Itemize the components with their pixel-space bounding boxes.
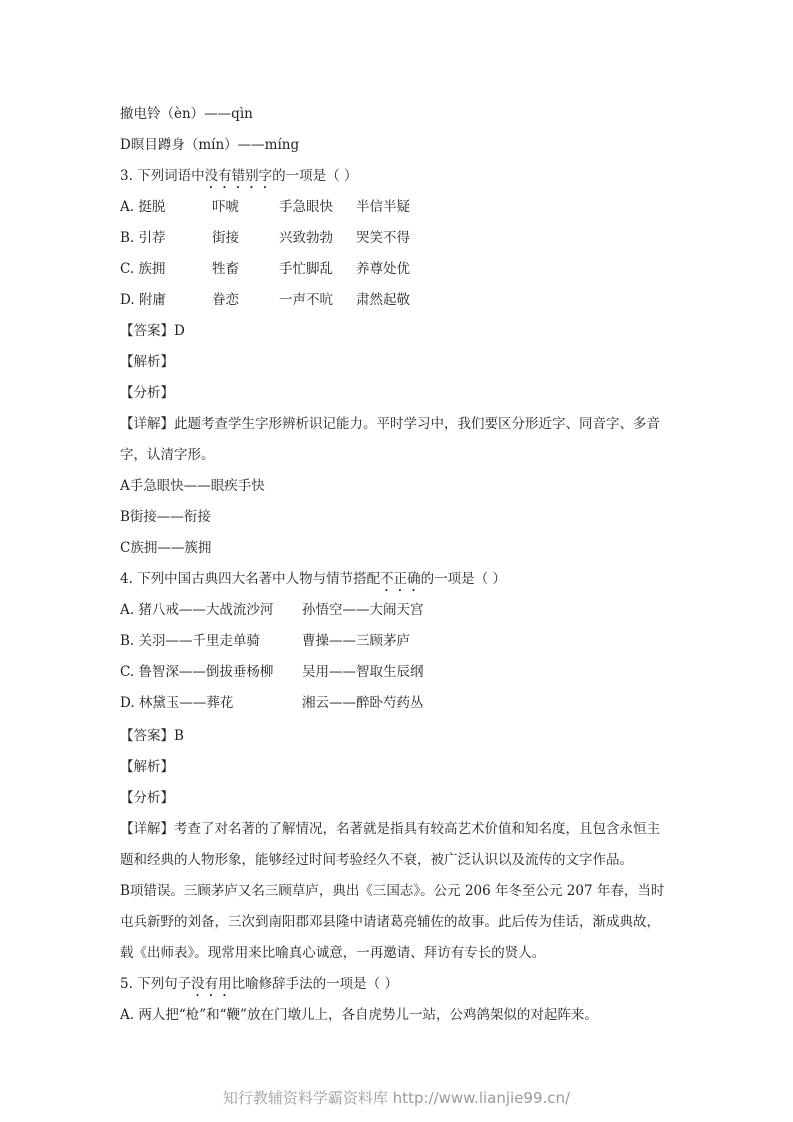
- option-word: 养尊处优: [356, 261, 410, 277]
- option-pair: B. 关羽——千里走单骑: [120, 633, 261, 649]
- question-3-lead: 3. 下列词语中: [120, 168, 205, 184]
- question-4-emphasis: 不正确: [380, 571, 421, 587]
- option-pair: A. 猪八戒——大战流沙河: [120, 602, 274, 618]
- analysis-3: 【解析】: [120, 354, 174, 370]
- option-word: C. 族拥: [120, 261, 166, 277]
- question-4-option-b: [120, 631, 410, 651]
- text-line: D暝目蹲身（mín）——míng: [120, 137, 300, 153]
- option-word: 哭笑不得: [356, 230, 410, 246]
- question-5-tail: 比喻修辞手法的一项是（ ）: [231, 976, 398, 992]
- analysis-4: 【解析】: [120, 759, 174, 775]
- option-word: 牲畜: [212, 261, 239, 277]
- question-4: [120, 569, 506, 595]
- detail-3-line-1: 【详解】此题考查学生字形辨析识记能力。平时学习中，我们要区分形近字、同音字、多音: [120, 416, 660, 432]
- option-pair: 孙悟空——大闹天宫: [302, 602, 424, 618]
- question-5-emphasis: 没有用: [191, 976, 232, 992]
- question-4-tail: 的一项是（ ）: [420, 571, 506, 587]
- question-4-option-d: [120, 693, 424, 713]
- option-word: 手急眼快: [279, 199, 333, 215]
- question-5-option-a: A. 两人把“枪”和“鞭”放在门墩儿上，各自虎势儿一站，公鸡鸽架似的对起阵来。: [120, 1007, 598, 1023]
- question-3-option-a: [120, 197, 410, 217]
- option-word: 半信半疑: [356, 199, 410, 215]
- fenxi-4: 【分析】: [120, 790, 174, 806]
- footer-watermark: 知行教辅资料学霸资料库 http://www.lianjie99.cn/: [222, 1089, 571, 1107]
- option-word: 兴致勃勃: [279, 230, 333, 246]
- option-word: 街接: [212, 230, 239, 246]
- correction-b: B街接——衔接: [120, 509, 211, 525]
- explain-b-line-1: B项错误。三顾茅庐又名三顾草庐，典出《三国志》。公元 206 年冬至公元 207 年春，当时: [120, 883, 665, 899]
- option-word: A. 挺脱: [120, 199, 166, 215]
- option-word: 一声不吭: [279, 292, 333, 308]
- explain-b-line-3: 载《出师表》。现常用来比喻真心诚意，一再邀请、拜访有专长的贤人。: [120, 945, 546, 961]
- correction-a: A手急眼快——眼疾手快: [120, 478, 265, 494]
- option-pair: 湘云——醉卧芍药丛: [302, 695, 424, 711]
- option-pair: C. 鲁智深——倒拔垂杨柳: [120, 664, 274, 680]
- option-pair: 吴用——智取生辰纲: [302, 664, 424, 680]
- question-3: [120, 166, 357, 192]
- option-word: 手忙脚乱: [279, 261, 333, 277]
- answer-3: 【答案】D: [120, 323, 185, 339]
- option-pair: D. 林黛玉——葬花: [120, 695, 234, 711]
- question-3-option-d: [120, 290, 410, 310]
- option-word: 肃然起敬: [356, 292, 410, 308]
- detail-4-line-1: 【详解】考查了对名著的了解情况，名著就是指具有较高艺术价值和知名度，且包含永恒主: [120, 821, 660, 837]
- option-word: 眷恋: [212, 292, 239, 308]
- option-word: 吓唬: [212, 199, 239, 215]
- option-pair: 曹操——三顾茅庐: [302, 633, 410, 649]
- question-4-lead: 4. 下列中国古典四大名著中人物与情节搭配: [120, 571, 381, 587]
- text-line: 撤电铃（èn）——qìn: [120, 106, 253, 122]
- correction-c: C族拥——簇拥: [120, 540, 212, 556]
- question-5: [120, 974, 398, 1000]
- question-3-emphasis: 没有错别字: [204, 168, 273, 184]
- detail-4-line-2: 题和经典的人物形象，能够经过时间考验经久不衰，被广泛认识以及流传的文字作品。: [120, 852, 633, 868]
- question-5-lead: 5. 下列句子: [120, 976, 192, 992]
- question-3-option-b: [120, 228, 410, 248]
- explain-b-line-2: 屯兵新野的刘备，三次到南阳郡邓县隆中请诸葛亮辅佐的故事。此后传为佳话，渐成典故，: [120, 914, 660, 930]
- answer-4: 【答案】B: [120, 728, 184, 744]
- option-word: B. 引荐: [120, 230, 166, 246]
- question-4-option-a: [120, 600, 424, 620]
- detail-3-line-2: 字，认清字形。: [120, 447, 215, 463]
- question-3-tail: 的一项是（ ）: [272, 168, 358, 184]
- fenxi-3: 【分析】: [120, 385, 174, 401]
- question-3-option-c: [120, 259, 410, 279]
- option-word: D. 附庸: [120, 292, 166, 308]
- question-4-option-c: [120, 662, 424, 682]
